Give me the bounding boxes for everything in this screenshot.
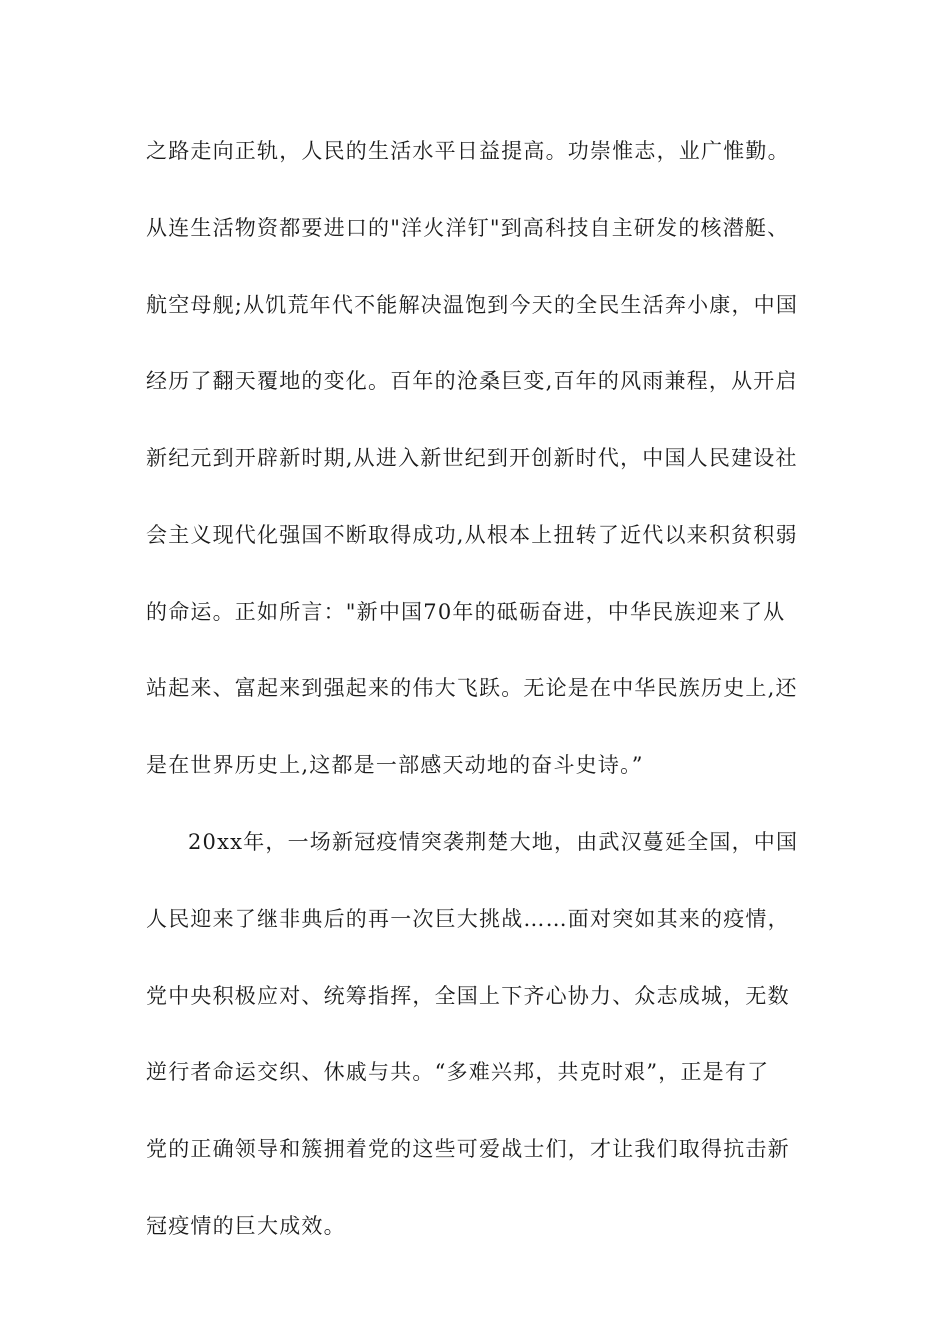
text-line: 从连生活物资都要进口的"洋火洋钉"到高科技自主研发的核潜艇、: [146, 216, 790, 240]
text-line: 经历了翻天覆地的变化。百年的沧桑巨变,百年的风雨兼程，从开启: [146, 369, 798, 393]
paragraph-first-line: 20xx年，一场新冠疫情突袭荆楚大地，由武汉蔓延全国，中国: [188, 830, 799, 854]
text-line: 之路走向正轨，人民的生活水平日益提高。功崇惟志，业广惟勤。: [146, 139, 790, 163]
text-line: 是在世界历史上,这都是一部感天动地的奋斗史诗。”: [146, 753, 644, 777]
text-line: 会主义现代化强国不断取得成功,从根本上扭转了近代以来积贫积弱: [146, 523, 798, 547]
text-line: 新纪元到开辟新时期,从进入新世纪到开创新时代，中国人民建设社: [146, 446, 798, 470]
text-line: 站起来、富起来到强起来的伟大飞跃。无论是在中华民族历史上,还: [146, 676, 798, 700]
text-line: 党的正确领导和簇拥着党的这些可爱战士们，才让我们取得抗击新: [146, 1137, 790, 1161]
text-line: 党中央积极应对、统筹指挥，全国上下齐心协力、众志成城，无数: [146, 984, 790, 1008]
text-line: 的命运。正如所言："新中国70年的砥砺奋进，中华民族迎来了从: [146, 600, 786, 624]
text-line: 逆行者命运交织、休戚与共。“多难兴邦，共克时艰”，正是有了: [146, 1060, 770, 1084]
text-line: 冠疫情的巨大成效。: [146, 1214, 346, 1238]
text-line: 人民迎来了继非典后的再一次巨大挑战……面对突如其来的疫情，: [146, 907, 790, 931]
text-line: 航空母舰;从饥荒年代不能解决温饱到今天的全民生活奔小康，中国: [146, 293, 799, 317]
